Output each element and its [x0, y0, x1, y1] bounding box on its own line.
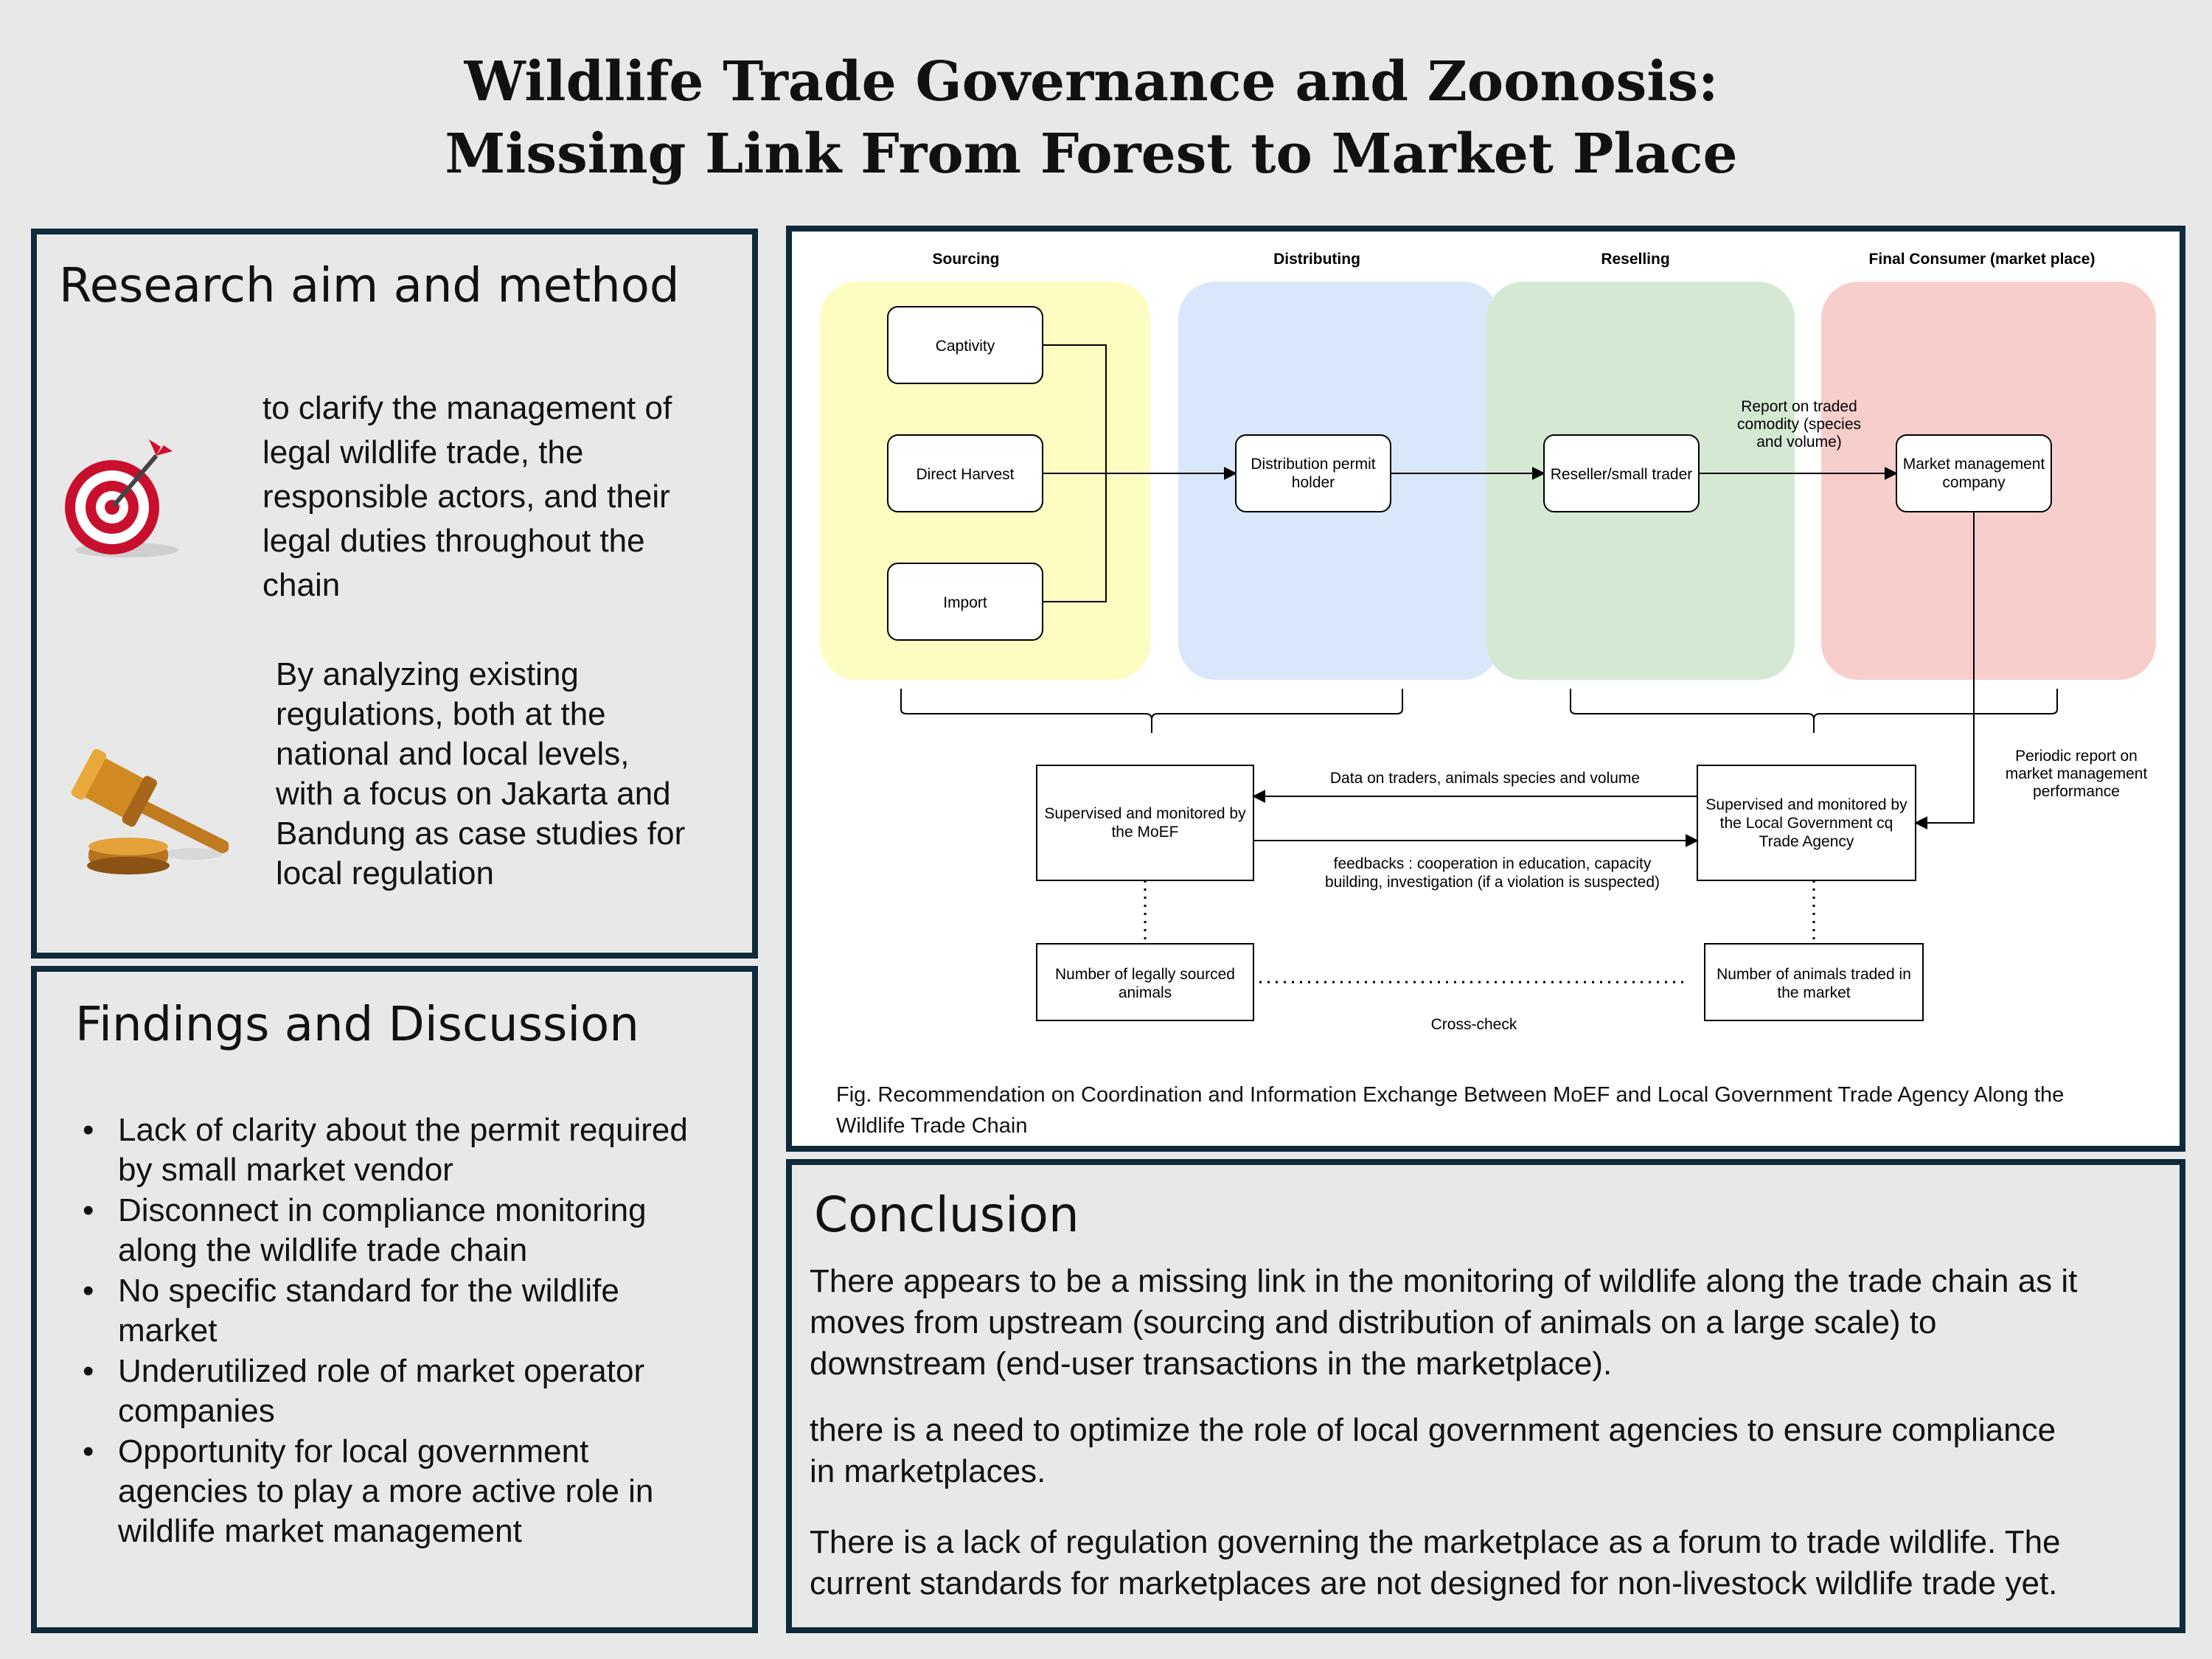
target-icon: [46, 419, 193, 566]
node-local-government: [1697, 765, 1916, 880]
method-line: Bandung as case studies for: [276, 815, 686, 852]
bullet: •: [83, 1192, 94, 1228]
node-captivity: [888, 307, 1043, 383]
label-data-traders: Data on traders, animals species and volume: [1329, 770, 1641, 787]
svg-text:animals: animals: [1118, 984, 1172, 1001]
finding-line: companies: [118, 1393, 275, 1429]
findings-list: [77, 1110, 688, 1552]
finding-line: by small market vendor: [118, 1152, 453, 1188]
trade-chain-diagram: [792, 232, 2180, 1146]
svg-text:comodity (species: comodity (species: [1736, 416, 1862, 433]
svg-text:Number of animals traded in: Number of animals traded in: [1717, 966, 1911, 983]
caption-line: Fig. Recommendation on Coordination and Information Exchange Between MoEF and Local Government Trade Agency Along the: [836, 1083, 2065, 1107]
stage-final-consumer-label: Final Consumer (market place): [1868, 251, 2096, 268]
svg-text:the market: the market: [1777, 984, 1851, 1001]
finding-line: Lack of clarity about the permit required: [118, 1112, 688, 1148]
node-distribution-permit-holder: [1236, 435, 1391, 512]
conclusion-heading: Conclusion: [814, 1186, 1079, 1243]
gavel-icon: [46, 736, 229, 891]
findings-item: [77, 1352, 688, 1431]
svg-text:holder: holder: [1291, 474, 1335, 491]
aim-line: to clarify the management of: [262, 390, 672, 426]
research-aim-text: [262, 386, 672, 608]
method-line: By analyzing existing: [276, 656, 579, 692]
svg-text:Distribution permit: Distribution permit: [1251, 456, 1376, 473]
bullet: •: [83, 1353, 94, 1389]
aim-line: chain: [262, 567, 341, 603]
svg-text:Report on traded: Report on traded: [1741, 398, 1857, 415]
svg-text:the MoEF: the MoEF: [1111, 824, 1179, 841]
svg-text:Reseller/small trader: Reseller/small trader: [1550, 466, 1693, 483]
node-legally-sourced: [1037, 944, 1253, 1020]
svg-text:company: company: [1942, 474, 2006, 491]
finding-line: Underutilized role of market operator: [118, 1353, 645, 1389]
brace-upstream: [901, 689, 1402, 733]
title-line-1: Wildlife Trade Governance and Zoonosis:: [464, 50, 1719, 114]
findings-item: [77, 1271, 688, 1351]
svg-text:feedbacks : cooperation in ed: feedbacks : cooperation in education, capacity: [1333, 855, 1652, 872]
bullet: •: [83, 1273, 94, 1309]
aim-line: legal duties throughout the: [262, 523, 645, 559]
stage-distributing-label: Distributing: [1273, 251, 1360, 268]
research-aim-heading: Research aim and method: [59, 259, 680, 313]
bullet: •: [83, 1112, 94, 1148]
research-method-text: [276, 655, 685, 894]
findings-item: [77, 1110, 688, 1190]
title-line-2: Missing Link From Forest to Market Place: [445, 122, 1738, 186]
method-line: with a focus on Jakarta and: [276, 776, 671, 812]
svg-text:Import: Import: [943, 594, 987, 611]
finding-line: No specific standard for the wildlife: [118, 1273, 619, 1309]
conclusion-line: downstream (end-user transactions in the marketplace).: [810, 1346, 1613, 1382]
aim-line: responsible actors, and their: [262, 479, 670, 515]
svg-text:Trade Agency: Trade Agency: [1759, 833, 1854, 850]
method-line: regulations, both at the: [276, 696, 606, 732]
conclusion-paragraph: [810, 1261, 2077, 1385]
conclusion-line: current standards for marketplaces are not designed for non-livestock wildlife trade yet.: [810, 1565, 2058, 1601]
svg-text:the Local Government cq: the Local Government cq: [1719, 815, 1893, 832]
svg-text:performance: performance: [2033, 783, 2120, 800]
node-market-management-company: [1896, 435, 2051, 512]
node-direct-harvest: [888, 435, 1043, 512]
stage-reselling-label: Reselling: [1601, 251, 1670, 268]
finding-line: agencies to play a more active role in: [118, 1473, 654, 1509]
conclusion-line: moves from upstream (sourcing and distribution of animals on a large scale) to: [810, 1304, 1937, 1340]
brace-downstream: [1571, 689, 2057, 733]
conclusion-line: in marketplaces.: [810, 1453, 1046, 1489]
node-import: [888, 563, 1043, 640]
finding-line: market: [118, 1312, 218, 1349]
finding-line: Opportunity for local government: [118, 1433, 589, 1470]
aim-line: legal wildlife trade, the: [262, 434, 584, 470]
svg-text:Number of legally sourced: Number of legally sourced: [1055, 966, 1235, 983]
finding-line: along the wildlife trade chain: [118, 1232, 528, 1268]
findings-heading: Findings and Discussion: [75, 998, 639, 1052]
bullet: •: [83, 1433, 94, 1470]
method-line: local regulation: [276, 855, 494, 891]
svg-text:building, investigation (if a: building, investigation (if a violation is suspected): [1324, 874, 1660, 891]
poster-title: [0, 46, 2183, 190]
caption-line: Wildlife Trade Chain: [836, 1114, 1028, 1138]
finding-line: Disconnect in compliance monitoring: [118, 1192, 647, 1228]
node-moef: [1037, 765, 1253, 880]
method-line: national and local levels,: [276, 736, 630, 772]
label-periodic-report: [2006, 748, 2148, 800]
svg-text:and volume): and volume): [1756, 434, 1842, 451]
finding-line: wildlife market management: [118, 1513, 522, 1549]
conclusion-panel: [786, 1159, 2185, 1633]
svg-text:Direct Harvest: Direct Harvest: [916, 466, 1015, 483]
label-cross-check: Cross-check: [1430, 1016, 1517, 1033]
figure-caption: [836, 1079, 2064, 1141]
node-reseller: [1544, 435, 1699, 512]
node-animals-traded: [1705, 944, 1923, 1020]
conclusion-paragraph: [810, 1410, 2056, 1492]
svg-text:Market management: Market management: [1902, 456, 2045, 473]
conclusion-line: There is a lack of regulation governing the marketplace as a forum to trade wildlife. The: [810, 1524, 2061, 1560]
svg-text:Supervised and monitored by: Supervised and monitored by: [1044, 805, 1246, 822]
figure-panel: [786, 226, 2185, 1152]
label-feedbacks: [1325, 855, 1660, 891]
svg-text:Captivity: Captivity: [935, 338, 995, 355]
research-aim-panel: [31, 229, 758, 959]
conclusion-paragraph: [810, 1522, 2061, 1604]
svg-text:market management: market management: [2005, 765, 2148, 782]
stage-sourcing-label: Sourcing: [932, 251, 1000, 268]
conclusion-line: There appears to be a missing link in the monitoring of wildlife along the trade chain as it: [810, 1263, 2078, 1299]
findings-panel: [31, 966, 758, 1633]
findings-item: [77, 1191, 688, 1270]
svg-text:Periodic report on: Periodic report on: [2015, 748, 2138, 765]
svg-text:Supervised and monitored by: Supervised and monitored by: [1705, 796, 1907, 813]
findings-item: [77, 1432, 688, 1551]
conclusion-line: there is a need to optimize the role of local government agencies to ensure compliance: [810, 1412, 2056, 1448]
